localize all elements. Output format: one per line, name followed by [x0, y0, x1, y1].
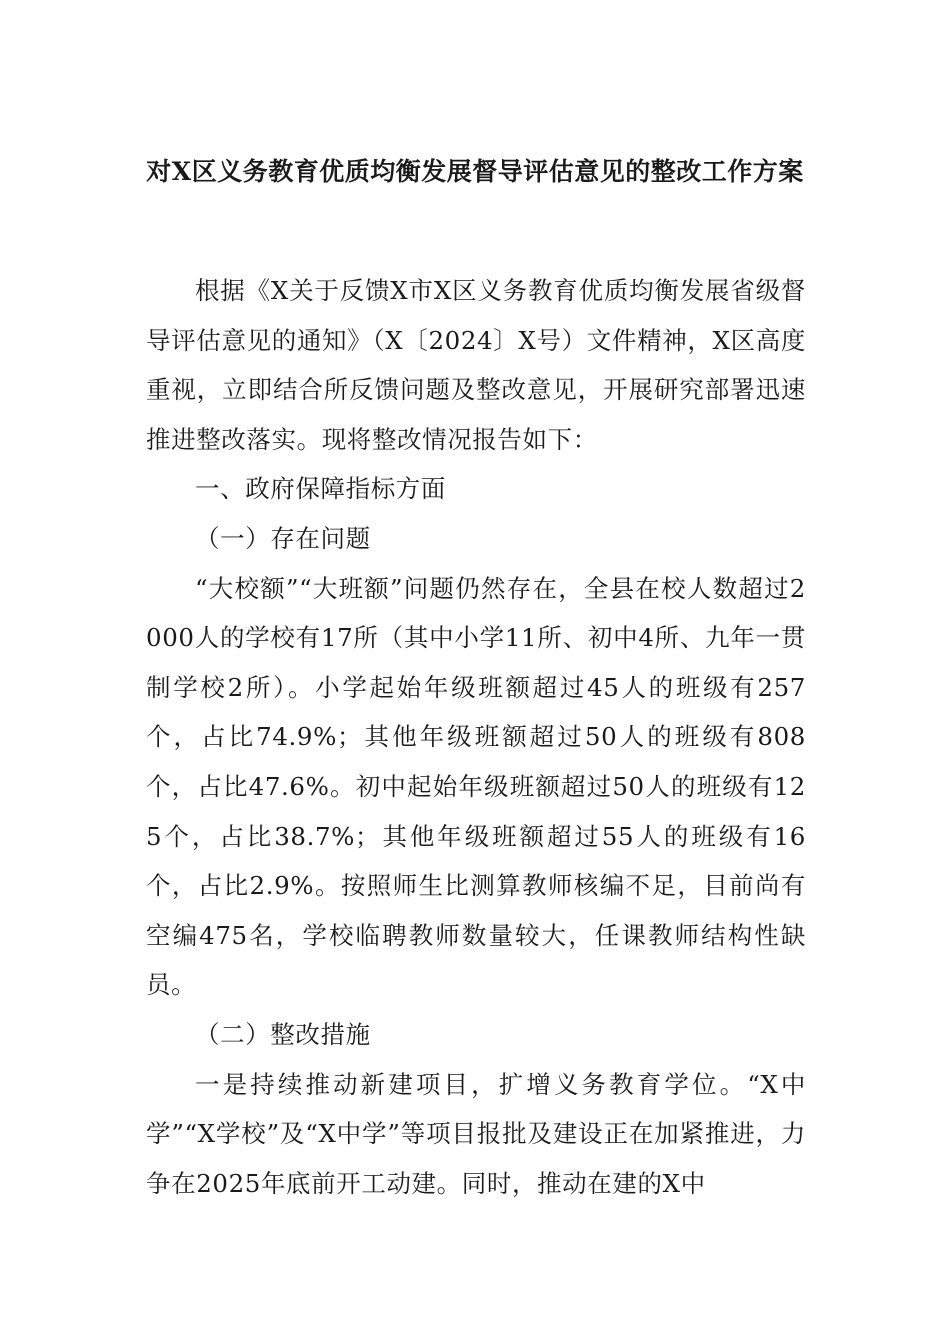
document-title: 对X区义务教育优质均衡发展督导评估意见的整改工作方案 [146, 157, 804, 186]
subsection-heading-measures: （二）整改措施 [195, 1019, 371, 1049]
section-heading-government: 一、政府保障指标方面 [195, 474, 446, 504]
subsection-heading-problems: （一）存在问题 [195, 523, 371, 553]
document-body [146, 266, 806, 1208]
measures-paragraph: 一是持续推动新建项目，扩增义务教育学位。“X中学”“X学校”及“X中学”等项目报批及建设正在加紧推进，力争在2025年底前开工动建。同时，推动在建的X中 [146, 1069, 806, 1198]
intro-paragraph: 根据《X关于反馈X市X区义务教育优质均衡发展省级督导评估意见的通知》（X〔2024〕X号）文件精神，X区高度重视，立即结合所反馈问题及整改意见，开展研究部署迅速推进整改落实。现将整改情况报告如下： [146, 276, 806, 454]
problems-paragraph: “大校额”“大班额”问题仍然存在，全县在校人数超过2000人的学校有17所（其中小学11所、初中4所、九年一贯制学校2所）。小学起始年级班额超过45人的班级有257个，占比74.9%；其他年级班额超过50人的班级有808个，占比47.6%。初中起始年级班额超过50人的班级有125个，占比38.7%；其他年级班额超过55人的班级有16个，占比2.9%。按照师生比测算教师核编不足，目前尚有空编475名，学校临聘教师数量较大，任课教师结构性缺员。 [146, 573, 806, 1000]
